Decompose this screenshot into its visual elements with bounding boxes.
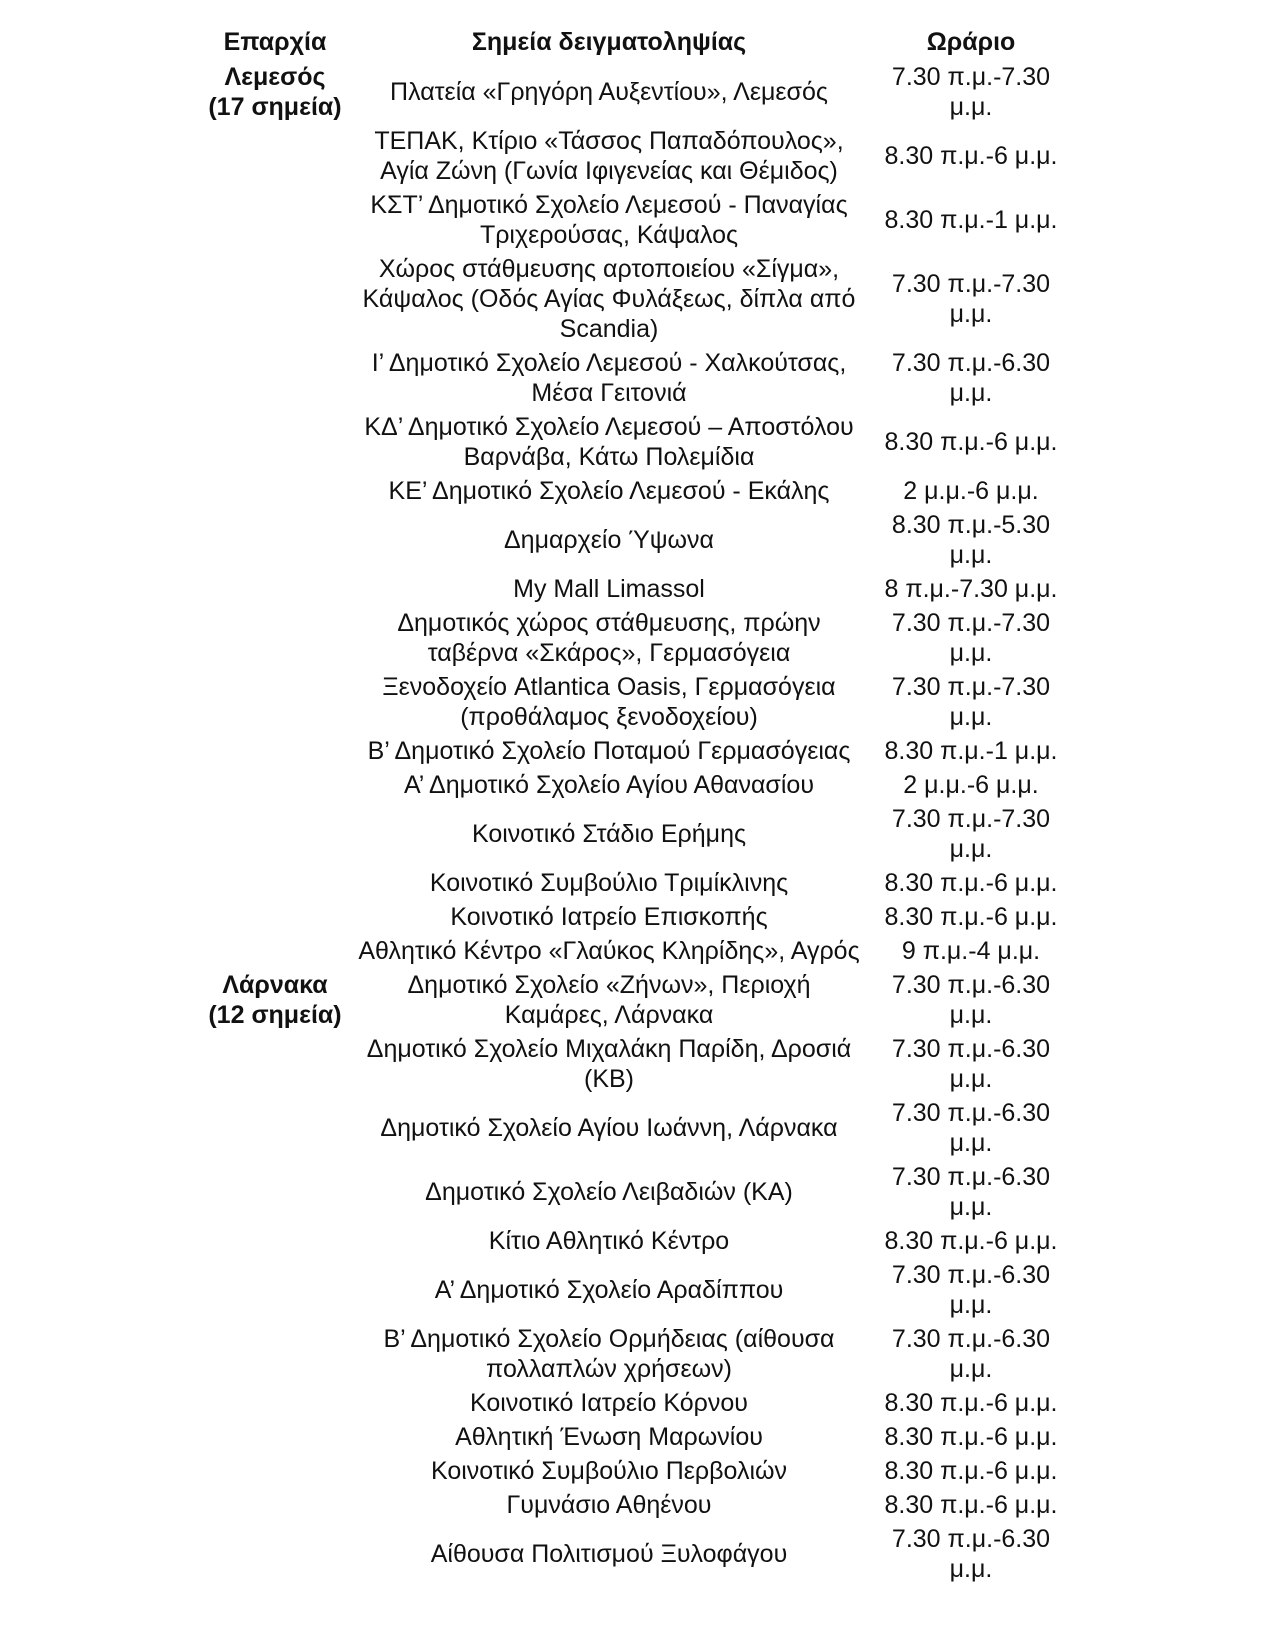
sampling-point-cell: Κοινοτικό Ιατρείο Επισκοπής (450, 903, 768, 931)
hours-cell: 7.30 π.μ.-6.30 μ.μ. (891, 1099, 1051, 1157)
hours-cell: 7.30 π.μ.-6.30 μ.μ. (891, 971, 1051, 1029)
table-row (198, 60, 1076, 124)
sampling-point-cell: ΚΕ’ Δημοτικό Σχολείο Λεμεσού - Εκάλης (388, 477, 830, 505)
district-point-count: (12 σημεία) (208, 1001, 342, 1029)
hours-cell: 7.30 π.μ.-6.30 μ.μ. (891, 1325, 1051, 1383)
hours-cell: 7.30 π.μ.-6.30 μ.μ. (891, 1525, 1051, 1583)
hours-cell: 7.30 π.μ.-7.30 μ.μ. (891, 805, 1051, 863)
hours-cell: 8.30 π.μ.-1 μ.μ. (884, 737, 1058, 765)
sampling-point-cell: Δημαρχείο Ύψωνα (503, 526, 715, 554)
district-name: Λεμεσός (224, 63, 326, 91)
hours-cell: 8 π.μ.-7.30 μ.μ. (884, 575, 1058, 603)
sampling-point-cell: Ξενοδοχείο Atlantica Oasis, Γερμασόγεια (προθάλαμος ξενοδοχείου) (382, 673, 836, 731)
sampling-point-cell: Κίτιο Αθλητικό Κέντρο (488, 1227, 730, 1255)
hours-cell: 7.30 π.μ.-7.30 μ.μ. (891, 63, 1051, 121)
hours-cell: 7.30 π.μ.-7.30 μ.μ. (891, 270, 1051, 328)
sampling-point-cell: Δημοτικός χώρος στάθμευσης, πρώην ταβέρνα «Σκάρος», Γερμασόγεια (397, 609, 821, 667)
sampling-point-cell: ΚΣΤ’ Δημοτικό Σχολείο Λεμεσού - Παναγίας Τριχερούσας, Κάψαλος (370, 191, 848, 249)
header-hours: Ωράριο (926, 28, 1016, 56)
sampling-points-table (198, 26, 1076, 1586)
sampling-point-cell: Κοινοτικό Συμβούλιο Περβολιών (430, 1457, 788, 1485)
header-district: Επαρχία (223, 28, 327, 56)
sampling-point-cell: Αθλητική Ένωση Μαρωνίου (455, 1423, 763, 1451)
sampling-point-cell: Γυμνάσιο Αθηένου (506, 1491, 712, 1519)
sampling-point-cell: ΚΔ’ Δημοτικό Σχολείο Λεμεσού – Αποστόλου Βαρνάβα, Κάτω Πολεμίδια (364, 413, 854, 471)
sampling-point-cell: Πλατεία «Γρηγόρη Αυξεντίου», Λεμεσός (390, 78, 828, 106)
sampling-point-cell: My Mall Limassol (513, 575, 705, 603)
hours-cell: 8.30 π.μ.-6 μ.μ. (884, 428, 1058, 456)
hours-cell: 7.30 π.μ.-6.30 μ.μ. (891, 1035, 1051, 1093)
hours-cell: 8.30 π.μ.-6 μ.μ. (884, 1423, 1058, 1451)
sampling-point-cell: Κοινοτικό Στάδιο Ερήμης (471, 820, 747, 848)
sampling-point-cell: Δημοτικό Σχολείο Αγίου Ιωάννη, Λάρνακα (380, 1114, 838, 1142)
hours-cell: 8.30 π.μ.-6 μ.μ. (884, 1491, 1058, 1519)
sampling-point-cell: Δημοτικό Σχολείο Λειβαδιών (ΚΑ) (425, 1178, 793, 1206)
hours-cell: 2 μ.μ.-6 μ.μ. (903, 477, 1039, 505)
hours-cell: 8.30 π.μ.-6 μ.μ. (884, 1389, 1058, 1417)
sampling-point-cell: Δημοτικό Σχολείο «Ζήνων», Περιοχή Καμάρες, Λάρνακα (407, 971, 811, 1029)
table-header-row (198, 26, 1076, 60)
hours-cell: 8.30 π.μ.-6 μ.μ. (884, 142, 1058, 170)
hours-cell: 8.30 π.μ.-6 μ.μ. (884, 1227, 1058, 1255)
table-body (198, 60, 1076, 1586)
district-cell-larnaca (198, 968, 352, 1586)
hours-cell: 8.30 π.μ.-6 μ.μ. (884, 903, 1058, 931)
hours-cell: 7.30 π.μ.-6.30 μ.μ. (891, 349, 1051, 407)
sampling-point-cell: Αίθουσα Πολιτισμού Ξυλοφάγου (430, 1540, 788, 1568)
district-cell-limassol (198, 60, 352, 968)
district-name: Λάρνακα (222, 971, 328, 999)
table-row (198, 968, 1076, 1032)
sampling-point-cell: Κοινοτικό Ιατρείο Κόρνου (470, 1389, 748, 1417)
district-point-count: (17 σημεία) (208, 93, 342, 121)
hours-cell: 7.30 π.μ.-7.30 μ.μ. (891, 673, 1051, 731)
sampling-point-cell: ΤΕΠΑΚ, Κτίριο «Τάσσος Παπαδόπουλος», Αγία Ζώνη (Γωνία Ιφιγενείας και Θέμιδος) (374, 127, 844, 185)
hours-cell: 8.30 π.μ.-6 μ.μ. (884, 869, 1058, 897)
hours-cell: 7.30 π.μ.-6.30 μ.μ. (891, 1261, 1051, 1319)
hours-cell: 8.30 π.μ.-1 μ.μ. (884, 206, 1058, 234)
sampling-point-cell: Δημοτικό Σχολείο Μιχαλάκη Παρίδη, Δροσιά (ΚΒ) (366, 1035, 852, 1093)
hours-cell: 9 π.μ.-4 μ.μ. (901, 937, 1041, 965)
sampling-point-cell: Ι’ Δημοτικό Σχολείο Λεμεσού - Χαλκούτσας, Μέσα Γειτονιά (371, 349, 847, 407)
hours-cell: 2 μ.μ.-6 μ.μ. (903, 771, 1039, 799)
sampling-point-cell: Κοινοτικό Συμβούλιο Τριμίκλινης (429, 869, 789, 897)
header-sampling-points: Σημεία δειγματοληψίας (471, 28, 747, 56)
hours-cell: 7.30 π.μ.-7.30 μ.μ. (891, 609, 1051, 667)
sampling-point-cell: Χώρος στάθμευσης αρτοποιείου «Σίγμα», Κάψαλος (Οδός Αγίας Φυλάξεως, δίπλα από Scandia) (362, 255, 856, 343)
hours-cell: 8.30 π.μ.-5.30 μ.μ. (891, 511, 1051, 569)
sampling-point-cell: Α’ Δημοτικό Σχολείο Αραδίππου (434, 1276, 784, 1304)
hours-cell: 8.30 π.μ.-6 μ.μ. (884, 1457, 1058, 1485)
sampling-point-cell: Β’ Δημοτικό Σχολείο Ορμήδειας (αίθουσα πολλαπλών χρήσεων) (383, 1325, 835, 1383)
hours-cell: 7.30 π.μ.-6.30 μ.μ. (891, 1163, 1051, 1221)
sampling-point-cell: Αθλητικό Κέντρο «Γλαύκος Κληρίδης», Αγρός (358, 937, 860, 965)
sampling-point-cell: Β’ Δημοτικό Σχολείο Ποταμού Γερμασόγειας (367, 737, 851, 765)
sampling-point-cell: Α’ Δημοτικό Σχολείο Αγίου Αθανασίου (403, 771, 814, 799)
